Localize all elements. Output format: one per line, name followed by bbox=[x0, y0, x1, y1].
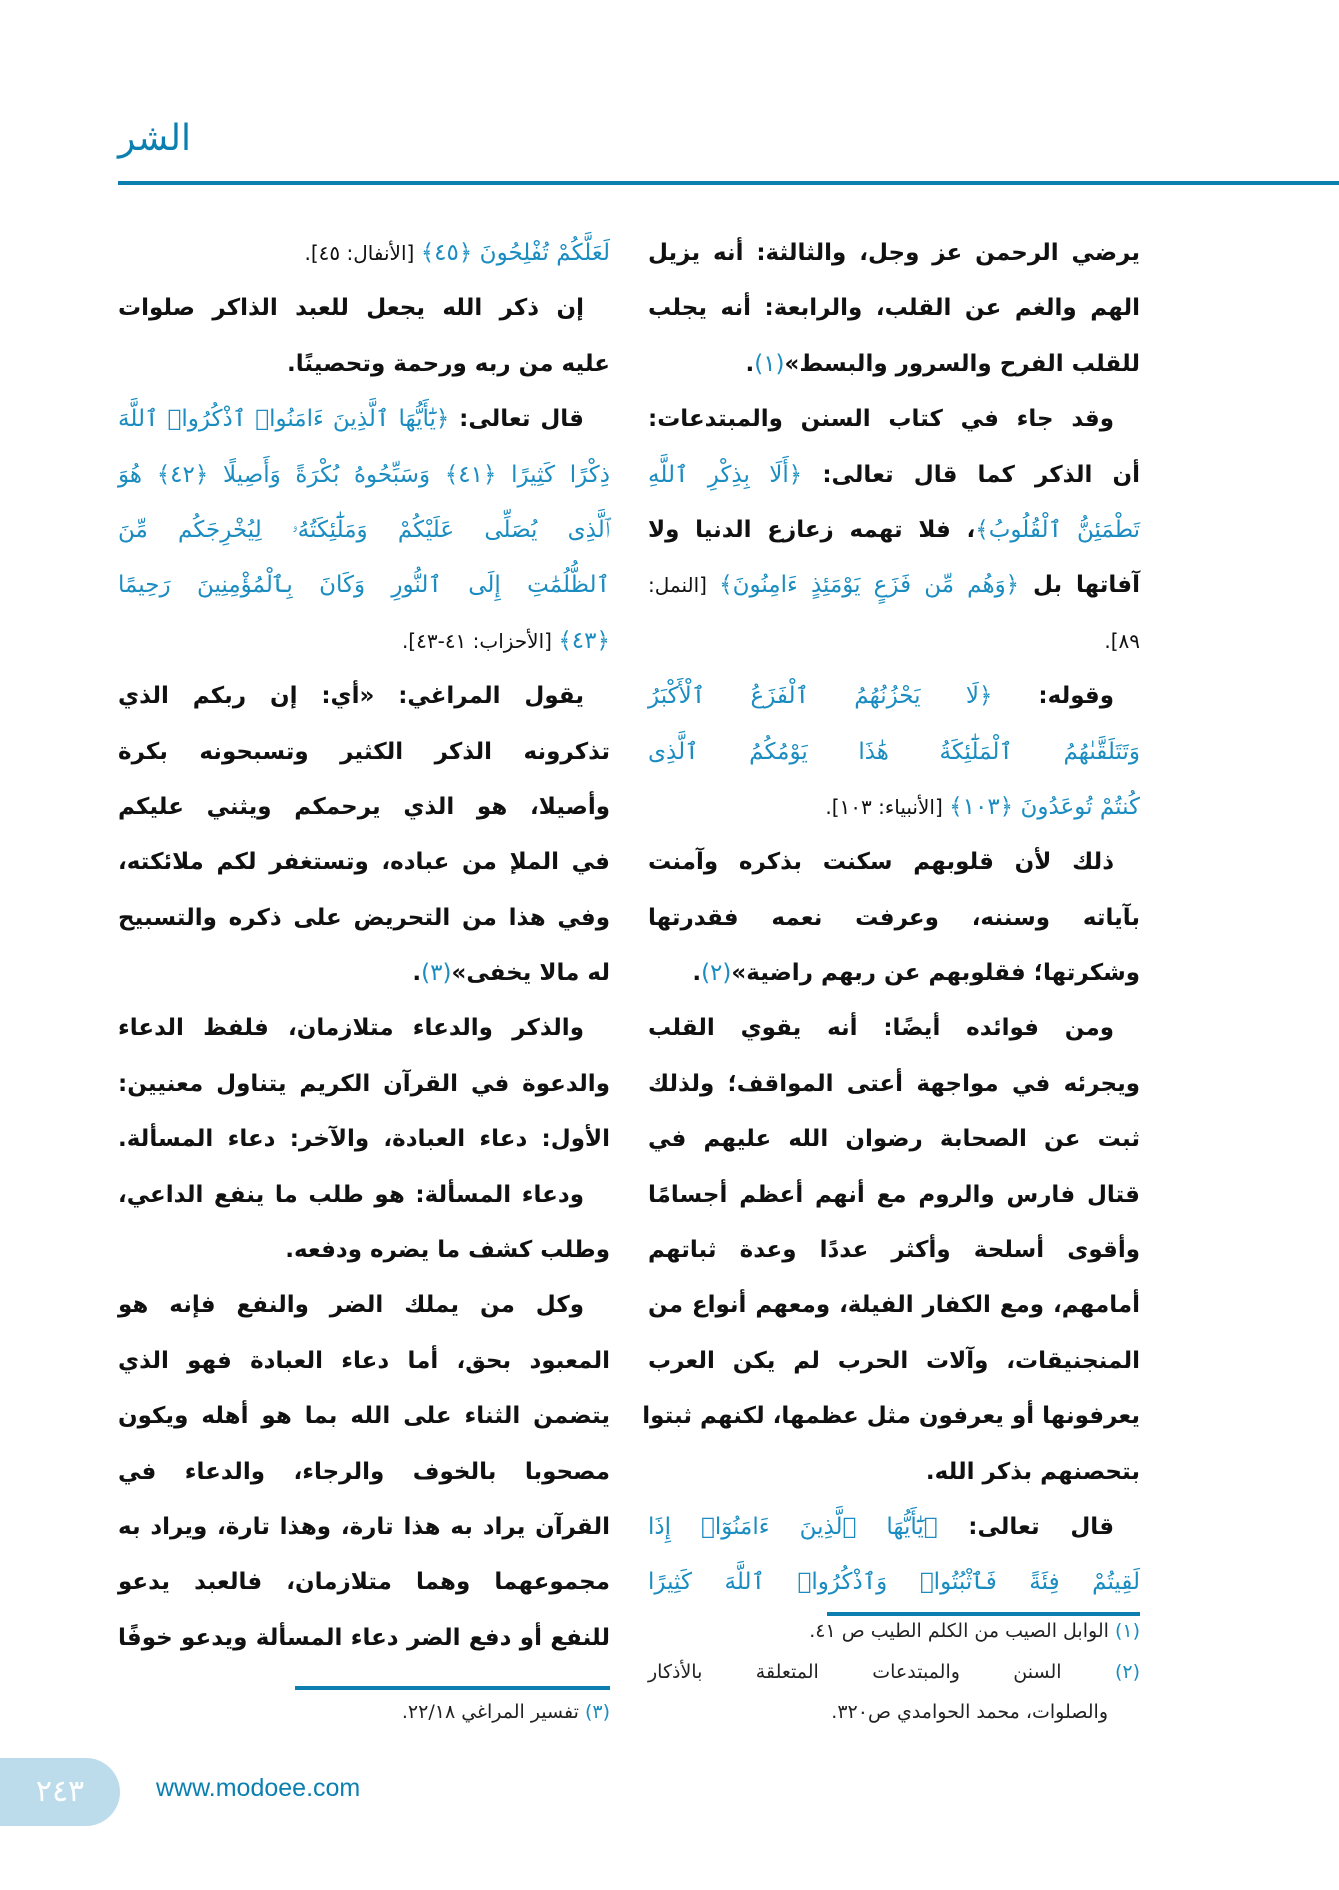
body-text: والذكر والدعاء متلازمان، فلفظ الدعاء bbox=[118, 1015, 584, 1042]
text-line bbox=[118, 1223, 610, 1278]
verse-reference: [الأنفال: ٤٥]. bbox=[304, 241, 421, 265]
text-line bbox=[648, 725, 1140, 780]
text-line bbox=[648, 281, 1140, 336]
body-text: ومن فوائده أيضًا: أنه يقوي القلب bbox=[648, 1015, 1114, 1042]
text-line bbox=[118, 835, 610, 890]
text-line bbox=[648, 1001, 1140, 1056]
body-text: . bbox=[692, 960, 702, 987]
footnote-text: تفسير المراغي ٢٢/١٨. bbox=[401, 1701, 579, 1723]
text-line bbox=[118, 226, 610, 281]
body-text: المنجنيقات، وآلات الحرب لم يكن العرب bbox=[648, 1347, 1140, 1374]
text-line bbox=[118, 1334, 610, 1389]
body-text: وقد جاء في كتاب السنن والمبتدعات: bbox=[648, 406, 1114, 433]
text-line bbox=[648, 503, 1140, 558]
body-text: بتحصنهم بذكر الله. bbox=[925, 1458, 1140, 1485]
text-line bbox=[118, 337, 610, 392]
body-text: يعرفونها أو يعرفون مثل عظمها، لكنهم ثبتوا bbox=[642, 1403, 1140, 1430]
quran-text: ﴿يَٰٓأَيُّهَا ٱلَّذِينَ ءَامَنُوا۟ ٱذْكُرُوا۟ ٱللَّهَ bbox=[118, 406, 450, 433]
left-column bbox=[118, 226, 610, 1666]
header-rule bbox=[118, 181, 1339, 185]
text-line bbox=[118, 1278, 610, 1333]
text-line bbox=[118, 281, 610, 336]
text-line bbox=[118, 392, 610, 447]
body-text: والدعوة في القرآن الكريم يتناول معنيين: bbox=[118, 1070, 610, 1097]
text-line bbox=[118, 1001, 610, 1056]
body-text: في الملإ من عباده، وتستغفر لكم ملائكته، bbox=[118, 849, 610, 876]
text-line bbox=[118, 946, 610, 1001]
quran-text: لَقِيتُمْ فِئَةً فَٱثْبُتُوا۟ وَٱذْكُرُوا۟ ٱللَّهَ كَثِيرًا bbox=[648, 1569, 1140, 1596]
text-line bbox=[648, 614, 1140, 669]
text-line bbox=[648, 835, 1140, 890]
body-text: . bbox=[412, 960, 422, 987]
footnote-number: (٣) bbox=[584, 1701, 610, 1723]
quran-text: ٱلظُّلُمَٰتِ إِلَى ٱلنُّورِ وَكَانَ بِٱلْمُؤْمِنِينَ رَحِيمًا bbox=[118, 572, 610, 599]
text-line bbox=[648, 1500, 1140, 1555]
text-line bbox=[118, 448, 610, 503]
running-header-title: الشر bbox=[118, 118, 191, 159]
text-line bbox=[118, 1112, 610, 1167]
text-line bbox=[118, 725, 610, 780]
body-text: قتال فارس والروم مع أنهم أعظم أجسامًا bbox=[648, 1181, 1140, 1208]
body-text: أن الذكر كما قال تعالى: bbox=[802, 461, 1141, 488]
verse-reference: [الأنبياء: ١٠٣]. bbox=[825, 794, 950, 819]
quran-text: ﴿٤٣﴾ bbox=[558, 627, 610, 654]
body-text: القرآن يراد به هذا تارة، وهذا تارة، ويراد به bbox=[118, 1513, 610, 1540]
text-line bbox=[648, 1057, 1140, 1112]
footnote-rule-left bbox=[295, 1686, 610, 1690]
quran-text: ٱلَّذِى يُصَلِّى عَلَيْكُمْ وَمَلَٰٓئِكَتُهُۥ لِيُخْرِجَكُم مِّنَ bbox=[118, 516, 610, 543]
text-line bbox=[648, 1278, 1140, 1333]
quran-text: ﴿وَهُم مِّن فَزَعٍ يَوْمَئِذٍ ءَامِنُونَ﴾ bbox=[719, 572, 1020, 599]
text-line bbox=[648, 891, 1140, 946]
body-text: المعبود بحق، أما دعاء العبادة فهو الذي bbox=[118, 1347, 610, 1374]
body-text: ثبت عن الصحابة رضوان الله عليهم في bbox=[648, 1126, 1140, 1153]
website-link[interactable]: www.modoee.com bbox=[156, 1774, 361, 1802]
text-line bbox=[118, 1168, 610, 1223]
quran-text: تَطْمَئِنُّ ٱلْقُلُوبُ﴾ bbox=[975, 516, 1140, 543]
text-line bbox=[648, 669, 1140, 724]
quran-text: (١) bbox=[754, 350, 785, 377]
quran-text: ﴿لَا يَحْزُنُهُمُ ٱلْفَزَعُ ٱلْأَكْبَرُ bbox=[648, 683, 993, 710]
quran-text: وَتَتَلَقَّىٰهُمُ ٱلْمَلَٰٓئِكَةُ هَٰذَا يَوْمُكُمُ ٱلَّذِى bbox=[648, 738, 1140, 765]
footnote-3 bbox=[118, 1701, 610, 1723]
body-text: عليه من ربه ورحمة وتحصينًا. bbox=[286, 350, 610, 377]
text-line bbox=[118, 1389, 610, 1444]
footnote-number: (١) bbox=[1114, 1620, 1140, 1642]
body-text: ذلك لأن قلوبهم سكنت بذكره وآمنت bbox=[648, 849, 1114, 876]
body-text: يرضي الرحمن عز وجل، والثالثة: أنه يزيل bbox=[648, 240, 1140, 266]
body-text: آفاتها بل bbox=[1019, 572, 1140, 599]
body-text: ويجرئه في مواجهة أعتى المواقف؛ ولذلك bbox=[648, 1070, 1140, 1097]
body-text: ، فلا تهمه زعازع الدنيا ولا bbox=[648, 516, 976, 543]
text-line bbox=[118, 1611, 610, 1666]
quran-text: لَعَلَّكُمْ تُفْلِحُونَ ﴿٤٥﴾ bbox=[420, 240, 610, 266]
text-line bbox=[118, 503, 610, 558]
quran-text: ذِكْرًا كَثِيرًا ﴿٤١﴾ وَسَبِّحُوهُ بُكْرَةً وَأَصِيلًا ﴿٤٢﴾ هُوَ bbox=[118, 461, 610, 488]
quran-text: ﴿يَٰٓأَيُّهَا ٱلَّذِينَ ءَامَنُوٓا۟ إِذَا bbox=[648, 1513, 938, 1540]
body-text: وأقوى أسلحة وأكثر عددًا وعدة ثباتهم bbox=[648, 1237, 1140, 1264]
text-line bbox=[118, 669, 610, 724]
body-text: قال تعالى: bbox=[937, 1513, 1115, 1540]
text-line bbox=[648, 1445, 1140, 1500]
text-line bbox=[648, 392, 1140, 447]
body-text: وأصيلا، هو الذي يرحمكم ويثني عليكم bbox=[118, 793, 610, 820]
body-text: الأول: دعاء العبادة، والآخر: دعاء المسألة. bbox=[118, 1126, 610, 1153]
text-line bbox=[648, 448, 1140, 503]
footnote-2-continuation: والصلوات، محمد الحوامدي ص٣٢٠. bbox=[831, 1701, 1108, 1723]
footnote-text: السنن والمبتدعات المتعلقة بالأذكار bbox=[648, 1661, 1062, 1683]
body-text: ودعاء المسألة: هو طلب ما ينفع الداعي، bbox=[118, 1181, 584, 1208]
body-text: يتضمن الثناء على الله بما هو أهله ويكون bbox=[118, 1403, 610, 1430]
text-line bbox=[118, 1555, 610, 1610]
quran-text: (٢) bbox=[701, 960, 732, 987]
body-text: له مالا يخفى» bbox=[451, 960, 610, 987]
footnote-1 bbox=[648, 1620, 1140, 1642]
text-line bbox=[118, 891, 610, 946]
text-line bbox=[642, 1389, 1140, 1444]
text-line bbox=[118, 1445, 610, 1500]
body-text: مصحوبا بالخوف والرجاء، والدعاء في bbox=[118, 1458, 610, 1485]
body-text: الهم والغم عن القلب، والرابعة: أنه يجلب bbox=[648, 295, 1140, 322]
text-line bbox=[118, 780, 610, 835]
body-text: يقول المراغي: «أي: إن ربكم الذي bbox=[118, 683, 584, 710]
text-line bbox=[648, 1223, 1140, 1278]
body-text: مجموعهما وهما متلازمان، فالعبد يدعو bbox=[118, 1569, 610, 1596]
footnote-text: الوابل الصيب من الكلم الطيب ص ٤١. bbox=[809, 1620, 1109, 1642]
body-text: وكل من يملك الضر والنفع فإنه هو bbox=[118, 1292, 584, 1319]
body-text: إن ذكر الله يجعل للعبد الذاكر صلوات bbox=[118, 295, 584, 322]
verse-reference: ٨٩]. bbox=[1104, 628, 1140, 653]
body-text: وقوله: bbox=[992, 683, 1114, 710]
text-line bbox=[648, 946, 1140, 1001]
footnote-number: (٢) bbox=[1114, 1661, 1140, 1683]
text-line bbox=[648, 337, 1140, 392]
body-text: وشكرتها؛ فقلوبهم عن ربهم راضية» bbox=[731, 960, 1140, 987]
body-text: تذكرونه الذكر الكثير وتسبحونه بكرة bbox=[118, 738, 610, 765]
verse-reference: [النمل: bbox=[648, 573, 720, 598]
body-text: وفي هذا من التحريض على ذكره والتسبيح bbox=[118, 904, 610, 931]
text-line bbox=[118, 1057, 610, 1112]
text-line bbox=[648, 226, 1140, 281]
text-line bbox=[118, 1500, 610, 1555]
body-text: بآياته وسننه، وعرفت نعمه فقدرتها bbox=[648, 904, 1140, 931]
verse-reference: [الأحزاب: ٤١-٤٣]. bbox=[401, 628, 559, 653]
footnote-rule-right bbox=[827, 1612, 1140, 1616]
quran-text: ﴿أَلَا بِذِكْرِ ٱللَّهِ bbox=[648, 461, 803, 488]
footnote-2 bbox=[648, 1661, 1140, 1683]
body-text: للنفع أو دفع الضر دعاء المسألة ويدعو خوفًا bbox=[118, 1624, 610, 1651]
text-line bbox=[118, 614, 610, 669]
text-line bbox=[648, 1555, 1140, 1610]
body-text: قال تعالى: bbox=[449, 406, 584, 433]
right-column bbox=[642, 226, 1141, 1611]
quran-text: (٣) bbox=[421, 960, 452, 987]
text-line bbox=[118, 558, 610, 613]
text-line bbox=[648, 1112, 1140, 1167]
text-line bbox=[648, 1168, 1140, 1223]
text-line bbox=[648, 558, 1140, 613]
body-text: . bbox=[745, 350, 755, 377]
text-line bbox=[648, 780, 1140, 835]
body-text: أمامهم، ومع الكفار الفيلة، ومعهم أنواع من bbox=[648, 1292, 1140, 1319]
page-number-tab: ٢٤٣ bbox=[0, 1758, 120, 1826]
text-line bbox=[648, 1334, 1140, 1389]
body-text: وطلب كشف ما يضره ودفعه. bbox=[285, 1237, 610, 1264]
body-text: للقلب الفرح والسرور والبسط» bbox=[784, 350, 1140, 377]
quran-text: كُنتُمْ تُوعَدُونَ ﴿١٠٣﴾ bbox=[949, 793, 1140, 820]
